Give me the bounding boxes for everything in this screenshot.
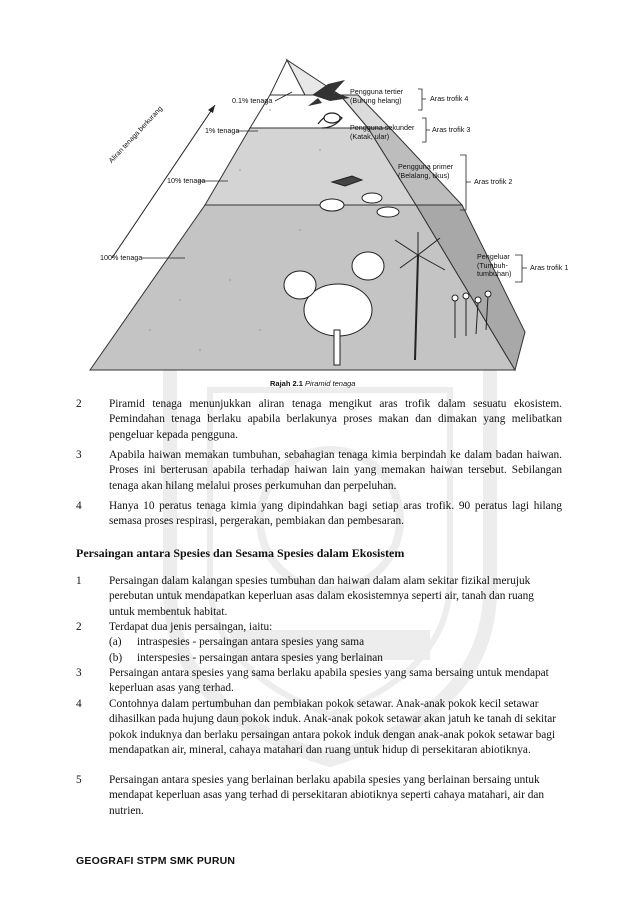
list-item xyxy=(76,773,562,819)
sub-list-item xyxy=(109,635,562,650)
sub-list-text: interspesies - persaingan antara spesies yang berlainan xyxy=(137,651,383,664)
list-item-text: Terdapat dua jenis persaingan, iaitu: xyxy=(109,621,273,633)
trophic-level-3: Aras trofik 3 xyxy=(432,125,471,134)
list-item-number: 2 xyxy=(76,621,82,633)
list-item-number: 5 xyxy=(76,774,82,786)
list-item-text: Persaingan antara spesies yang berlainan berlaku apabila spesies yang berlainan bersaing untuk mendapat keperluan asas yang terhad di persekitaran abiotiknya seperti cahaya matahari, air dan nutrien. xyxy=(109,774,545,817)
list-item-text: Contohnya dalam pertumbuhan dan pembiakan pokok setawar. Anak-anak pokok kecil setawar dihasilkan pada hujung daun pokok induk. Anak-anak pokok setawar akan jatuh ke tanah di sekitar pokok induknya dan berlaku persaingan antara pokok induk dengan anak-anak pokok setawar bagi mendapatkan air, mineral, cahaya matahari dan ruang untuk hidup di persekitaran abiotiknya. xyxy=(109,698,557,756)
list-item-number: 1 xyxy=(76,575,82,587)
list-item-number: 4 xyxy=(76,500,82,512)
energy-label-3: 1% tenaga xyxy=(205,126,240,135)
energy-label-2: 10% tenaga xyxy=(167,176,206,185)
list-item xyxy=(76,666,562,697)
energy-label-1: 100% tenaga xyxy=(100,253,143,262)
energy-label-4: 0.1% tenaga xyxy=(232,96,273,105)
list-item xyxy=(76,574,562,620)
energy-pyramid-figure xyxy=(0,0,638,395)
list-item-number: 2 xyxy=(76,398,82,410)
sub-list-label: (b) xyxy=(109,651,123,664)
section-heading: Persaingan antara Spesies dan Sesama Spesies dalam Ekosistem xyxy=(76,546,405,560)
energy-flow-label: Aliran tenaga berkurang xyxy=(108,105,165,165)
list-item xyxy=(76,697,562,758)
list-item xyxy=(76,397,562,443)
sub-list xyxy=(109,635,562,666)
pyramid-graphic xyxy=(0,0,638,395)
sub-list-item xyxy=(109,651,562,666)
figure-caption-number: Rajah 2.1 xyxy=(270,379,303,388)
list-item-text: Hanya 10 peratus tenaga kimia yang dipindahkan bagi setiap aras trofik. 90 peratus lagi hilang semasa proses respirasi, pergerakan, pembiakan dan pembesaran. xyxy=(109,500,562,528)
sub-list-text: intraspesies - persaingan antara spesies yang sama xyxy=(137,636,365,649)
list-item-text: Piramid tenaga menunjukkan aliran tenaga mengikut aras trofik dalam sesuatu ekosistem. Pemindahan tenaga berlaku apabila berlakunya proses makan dan dimakan yang melibatkan pengeluar kepada pengguna. xyxy=(109,398,562,441)
list-item xyxy=(76,499,562,530)
trophic-level-1: Aras trofik 1 xyxy=(530,263,569,272)
figure-caption-title: Piramid tenaga xyxy=(305,379,356,388)
list-item-text: Persaingan antara spesies yang sama berlaku apabila spesies yang sama bersaing untuk mendapat keperluan asas yang terhad. xyxy=(109,667,549,695)
page-footer: GEOGRAFI STPM SMK PURUN xyxy=(76,855,236,867)
list-item-text: Persaingan dalam kalangan spesies tumbuhan dan haiwan dalam alam sekitar fizikal merujuk perebutan untuk mendapatkan keperluan asas dalam ekosistemnya seperti air, tanah dan ruang untuk membentuk habitat. xyxy=(109,575,534,618)
list-item-number: 3 xyxy=(76,667,82,679)
figure-caption xyxy=(270,379,355,388)
sub-list-label: (a) xyxy=(109,636,122,649)
trophic-level-4: Aras trofik 4 xyxy=(430,94,469,103)
consumer-label-secondary: Pengguna sekunder (Katak, ular) xyxy=(350,123,415,141)
consumer-label-primary: Pengguna primer (Belalang, tikus) xyxy=(398,162,454,180)
list-item xyxy=(76,448,562,494)
list-item xyxy=(76,620,562,666)
trophic-level-2: Aras trofik 2 xyxy=(474,177,513,186)
list-item-text: Apabila haiwan memakan tumbuhan, sebahagian tenaga kimia berpindah ke dalam badan haiwan. Proses ini berterusan apabila terhadap haiwan lain yang memakan haiwan tersebut. Sebilangan tenaga akan hilang melalui proses perkumuhan dan perpeluhan. xyxy=(109,449,562,492)
list-item-number: 3 xyxy=(76,449,82,461)
list-item-number: 4 xyxy=(76,698,82,710)
consumer-label-tertiary: Pengguna tertier (Burung helang) xyxy=(350,87,404,105)
producer-label: Pengeluar (Tumbuh- tumbuhan) xyxy=(477,252,512,278)
